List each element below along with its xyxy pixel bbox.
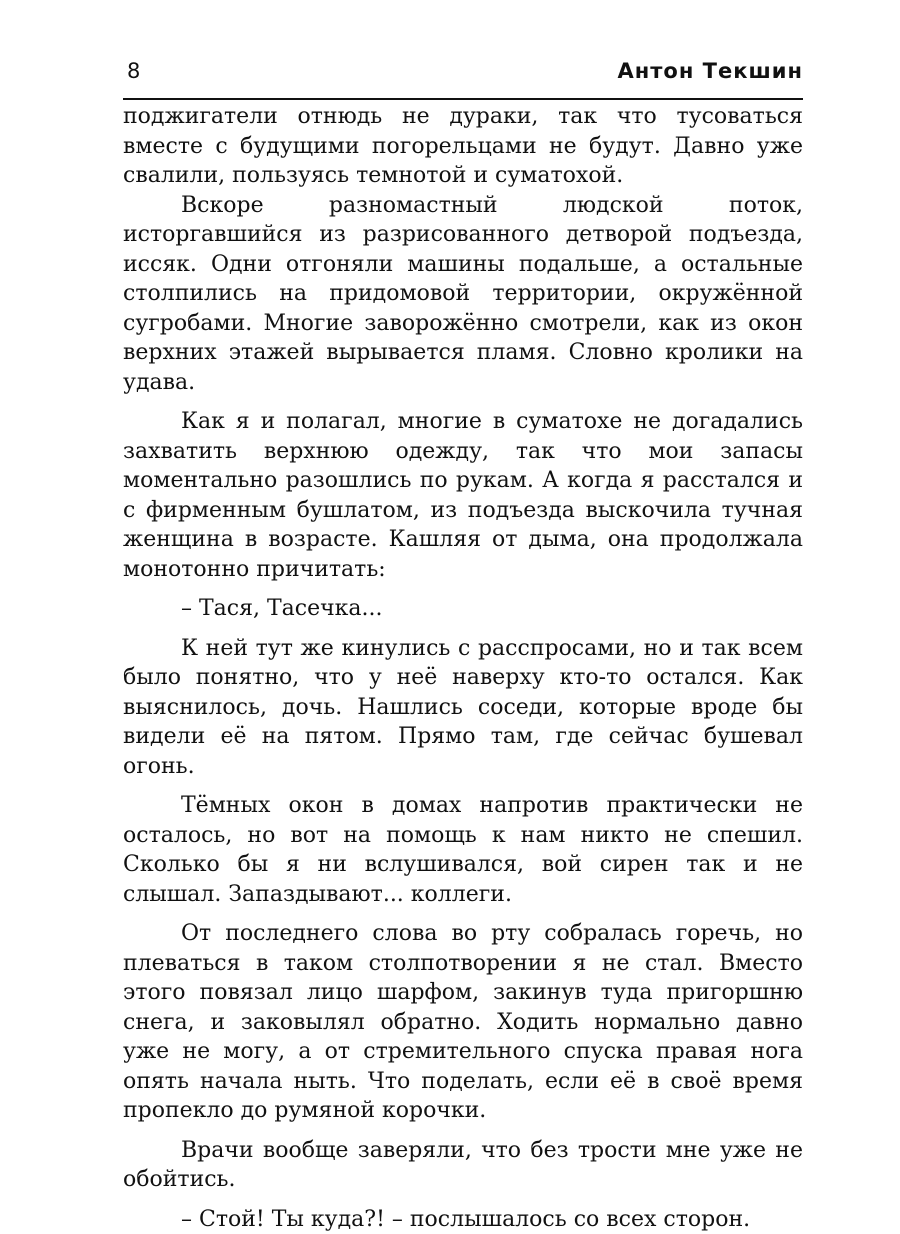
paragraph-4: К ней тут же кинулись с расспросами, но и так всем было понятно, что у неё наверху кто-то остался. Как выяснилось, дочь. Нашлись соседи, которые вроде бы видели её на пятом. Прямо там, где сейчас бушевал огонь. bbox=[123, 634, 803, 782]
paragraph-6: От последнего слова во рту собралась горечь, но плеваться в таком столпотворении я не стал. Вместо этого повязал лицо шарфом, закинув туда пригоршню снега, и заковылял обратно. Ходить нормально давно уже не могу, а от стремительного спуска правая нога опять начала ныть. Что поделать, если её в своё время пропекло до румяной корочки. bbox=[123, 919, 803, 1126]
paragraph-3: Как я и полагал, многие в суматохе не догадались захватить верхнюю одежду, так что мои запасы моментально разошлись по рукам. А когда я расстался и с фирменным бушлатом, из подъезда выскочила тучная женщина в возрасте. Кашляя от дыма, она продолжала монотонно причитать: bbox=[123, 407, 803, 584]
dialogue-line-1: – Тася, Тасечка... bbox=[123, 594, 803, 624]
running-title-author: Антон Текшин bbox=[617, 59, 803, 83]
paragraph-5: Тёмных окон в домах напротив практически не осталось, но вот на помощь к нам никто не спешил. Сколько бы я ни вслушивался, вой сирен так и не слышал. Запаздывают... коллеги. bbox=[123, 791, 803, 909]
body-text bbox=[123, 102, 803, 1234]
paragraph-2: Вскоре разномастный людской поток, исторгавшийся из разрисованного детворой подъезда, иссяк. Одни отгоняли машины подальше, а остальные столпились на придомовой территории, окружённой сугробами. Многие заворожённо смотрели, как из окон верхних этажей вырывается пламя. Словно кролики на удава. bbox=[123, 191, 803, 398]
page-number: 8 bbox=[127, 59, 140, 83]
paragraph-7: Врачи вообще заверяли, что без трости мне уже не обойтись. bbox=[123, 1136, 803, 1195]
paragraph-1: поджигатели отнюдь не дураки, так что тусоваться вместе с будущими погорельцами не будут. Давно уже свалили, пользуясь темнотой и суматохой. bbox=[123, 102, 803, 191]
dialogue-line-2: – Стой! Ты куда?! – послышалось со всех сторон. bbox=[123, 1205, 803, 1234]
page-header bbox=[123, 58, 803, 100]
